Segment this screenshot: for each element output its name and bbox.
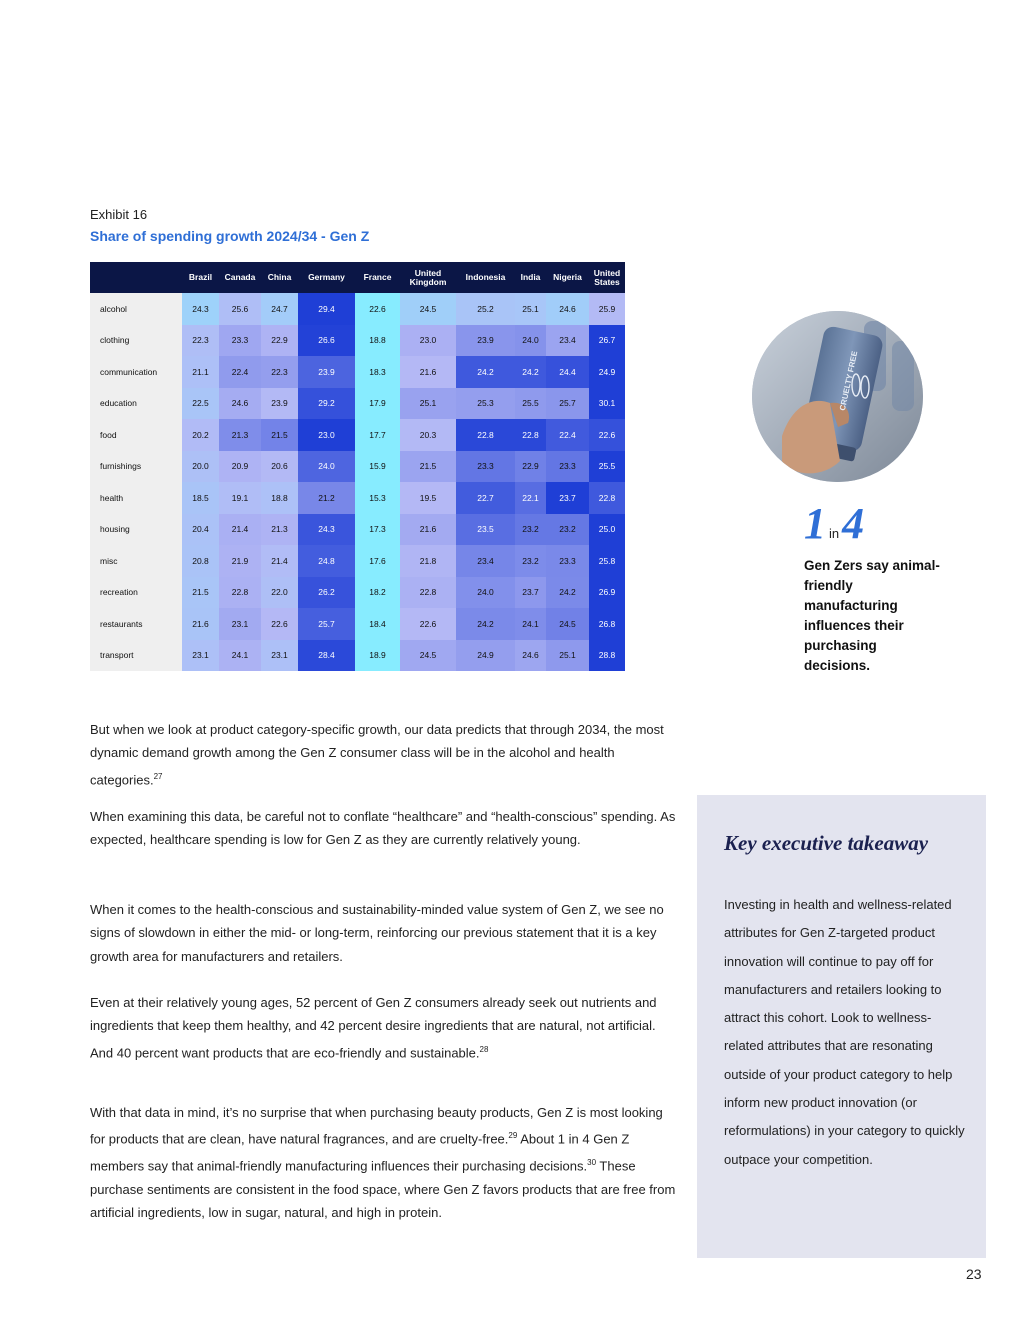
- heatmap-cell: 23.9: [456, 325, 515, 357]
- paragraph-1: [90, 718, 680, 791]
- heatmap-row-label: furnishings: [90, 451, 182, 483]
- exhibit-label: Exhibit 16: [90, 207, 148, 222]
- heatmap-row-label: housing: [90, 514, 182, 546]
- heatmap-cell: 24.2: [546, 577, 589, 609]
- heatmap-cell: 23.3: [546, 451, 589, 483]
- heatmap-cell: 22.1: [515, 482, 546, 514]
- footnote-28: 28: [479, 1044, 489, 1054]
- heatmap-cell: 23.3: [546, 545, 589, 577]
- heatmap-cell: 23.2: [546, 514, 589, 546]
- heatmap-row: [90, 545, 625, 577]
- heatmap-cell: 25.7: [546, 388, 589, 420]
- stat-description: Gen Zers say animal-friendly manufacturing influences their purchasing decisions.: [804, 558, 940, 673]
- heatmap-cell: 21.4: [219, 514, 261, 546]
- heatmap-cell: 22.5: [182, 388, 219, 420]
- heatmap-column-header: India: [515, 262, 546, 293]
- heatmap-cell: 24.1: [515, 608, 546, 640]
- heatmap-cell: 24.4: [546, 356, 589, 388]
- stat-connector: in: [829, 526, 840, 541]
- exhibit-title: Share of spending growth 2024/34 - Gen Z: [90, 228, 370, 244]
- heatmap-cell: 26.2: [298, 577, 355, 609]
- heatmap-cell: 21.5: [400, 451, 456, 483]
- heatmap-cell: 28.8: [589, 640, 625, 672]
- key-takeaway-box: [697, 795, 986, 1258]
- heatmap-cell: 15.3: [355, 482, 400, 514]
- heatmap-cell: 29.4: [298, 293, 355, 325]
- heatmap-cell: 21.8: [400, 545, 456, 577]
- heatmap-column-header: Canada: [219, 262, 261, 293]
- heatmap-cell: 21.4: [261, 545, 298, 577]
- heatmap-cell: 20.8: [182, 545, 219, 577]
- heatmap-cell: 23.9: [298, 356, 355, 388]
- heatmap-cell: 25.9: [589, 293, 625, 325]
- paragraph-5-text-c: These purchase sentiments are consistent in the food space, where Gen Z favors products that are free from artificial ingredients, low in sugar, natural, and high in protein.: [90, 1158, 676, 1220]
- heatmap-cell: 18.3: [355, 356, 400, 388]
- heatmap-cell: 19.1: [219, 482, 261, 514]
- heatmap-cell: 25.2: [456, 293, 515, 325]
- heatmap-cell: 23.1: [261, 640, 298, 672]
- heatmap-cell: 22.6: [261, 608, 298, 640]
- heatmap-cell: 24.6: [219, 388, 261, 420]
- heatmap-cell: 26.7: [589, 325, 625, 357]
- heatmap-cell: 22.7: [456, 482, 515, 514]
- heatmap-column-header: Germany: [298, 262, 355, 293]
- heatmap-cell: 24.0: [298, 451, 355, 483]
- heatmap-cell: 23.3: [219, 325, 261, 357]
- heatmap-cell: 22.4: [546, 419, 589, 451]
- heatmap-cell: 26.9: [589, 577, 625, 609]
- heatmap-cell: 21.9: [219, 545, 261, 577]
- heatmap-cell: 20.9: [219, 451, 261, 483]
- heatmap-row-label: communication: [90, 356, 182, 388]
- heatmap-cell: 25.7: [298, 608, 355, 640]
- heatmap-cell: 23.4: [456, 545, 515, 577]
- stat-number-b: 4: [842, 499, 865, 548]
- heatmap-cell: 23.4: [546, 325, 589, 357]
- heatmap-row-label: health: [90, 482, 182, 514]
- paragraph-3: When it comes to the health-conscious and sustainability-minded value system of Gen Z, we see no signs of slowdown in either the mid- or long-term, reinforcing our previous statement that it is a key growth area for manufacturers and retailers.: [90, 902, 664, 964]
- heatmap-column-header: Brazil: [182, 262, 219, 293]
- heatmap-cell: 25.6: [219, 293, 261, 325]
- heatmap-column-header: Nigeria: [546, 262, 589, 293]
- heatmap-cell: 24.5: [400, 293, 456, 325]
- heatmap-cell: 22.8: [400, 577, 456, 609]
- heatmap-row: [90, 325, 625, 357]
- heatmap-cell: 23.1: [219, 608, 261, 640]
- stat-one-in-four: [804, 498, 864, 549]
- heatmap-cell: 25.5: [589, 451, 625, 483]
- heatmap-cell: 22.9: [261, 325, 298, 357]
- heatmap-cell: 20.0: [182, 451, 219, 483]
- heatmap-column-header: Indonesia: [456, 262, 515, 293]
- footnote-30: 30: [587, 1157, 597, 1167]
- heatmap-cell: 21.3: [261, 514, 298, 546]
- heatmap-row-label: transport: [90, 640, 182, 672]
- heatmap-cell: 24.9: [456, 640, 515, 672]
- heatmap-cell: 21.5: [182, 577, 219, 609]
- heatmap-cell: 25.0: [589, 514, 625, 546]
- heatmap-cell: 24.3: [298, 514, 355, 546]
- paragraph-5: [90, 1101, 680, 1224]
- heatmap-column-header: United States: [589, 262, 625, 293]
- heatmap-corner-cell: [90, 262, 182, 293]
- heatmap-cell: 23.0: [400, 325, 456, 357]
- heatmap-row: [90, 608, 625, 640]
- heatmap-cell: 25.8: [589, 545, 625, 577]
- heatmap-cell: 18.8: [355, 325, 400, 357]
- heatmap-cell: 19.5: [400, 482, 456, 514]
- heatmap-cell: 23.7: [515, 577, 546, 609]
- heatmap-row-label: misc: [90, 545, 182, 577]
- heatmap-cell: 25.5: [515, 388, 546, 420]
- heatmap-cell: 23.7: [546, 482, 589, 514]
- heatmap-cell: 24.2: [456, 608, 515, 640]
- heatmap-cell: 30.1: [589, 388, 625, 420]
- heatmap-cell: 24.5: [546, 608, 589, 640]
- heatmap-cell: 23.9: [261, 388, 298, 420]
- heatmap-cell: 24.1: [219, 640, 261, 672]
- heatmap-column-header: China: [261, 262, 298, 293]
- heatmap-row-label: restaurants: [90, 608, 182, 640]
- heatmap-cell: 17.6: [355, 545, 400, 577]
- heatmap-cell: 20.6: [261, 451, 298, 483]
- heatmap-cell: 21.6: [400, 356, 456, 388]
- heatmap-cell: 25.1: [546, 640, 589, 672]
- heatmap-cell: 24.7: [261, 293, 298, 325]
- heatmap-row-label: education: [90, 388, 182, 420]
- heatmap-cell: 20.4: [182, 514, 219, 546]
- heatmap-cell: 24.3: [182, 293, 219, 325]
- heatmap-cell: 23.2: [515, 514, 546, 546]
- heatmap-cell: 21.3: [219, 419, 261, 451]
- heatmap-cell: 21.1: [182, 356, 219, 388]
- stat-number-a: 1: [804, 499, 826, 548]
- heatmap-row: [90, 293, 625, 325]
- paragraph-4: [90, 991, 680, 1064]
- heatmap-cell: 18.9: [355, 640, 400, 672]
- heatmap-cell: 23.3: [456, 451, 515, 483]
- footnote-29: 29: [508, 1131, 518, 1141]
- heatmap-cell: 18.4: [355, 608, 400, 640]
- heatmap-cell: 22.6: [400, 608, 456, 640]
- heatmap-cell: 28.4: [298, 640, 355, 672]
- heatmap-cell: 25.1: [515, 293, 546, 325]
- heatmap-row: [90, 419, 625, 451]
- paragraph-5-text-a: With that data in mind, it’s no surprise that when purchasing beauty products, Gen Z is most looking for products that are clean, have natural fragrances, and are cruelty-free.: [90, 1105, 663, 1147]
- heatmap-row-label: food: [90, 419, 182, 451]
- heatmap-cell: 21.5: [261, 419, 298, 451]
- heatmap-cell: 24.0: [456, 577, 515, 609]
- heatmap-cell: 26.8: [589, 608, 625, 640]
- heatmap-column-header: France: [355, 262, 400, 293]
- heatmap-row: [90, 451, 625, 483]
- heatmap-cell: 23.0: [298, 419, 355, 451]
- heatmap-cell: 24.2: [456, 356, 515, 388]
- heatmap-cell: 22.8: [456, 419, 515, 451]
- heatmap-cell: 20.3: [400, 419, 456, 451]
- heatmap-cell: 15.9: [355, 451, 400, 483]
- page-number: 23: [966, 1266, 982, 1282]
- takeaway-body: Investing in health and wellness-related attributes for Gen Z-targeted product innovation will continue to pay off for manufacturers and retailers looking to attract this cohort. Look to wellness-related attributes that are resonating outside of your product category to help inform new product innovation (or reformulations) in your category to quickly outpace your competition.: [724, 897, 965, 1167]
- heatmap-cell: 24.2: [515, 356, 546, 388]
- heatmap-cell: 17.9: [355, 388, 400, 420]
- heatmap-cell: 20.2: [182, 419, 219, 451]
- heatmap-header-row: [90, 262, 625, 293]
- heatmap-cell: 22.8: [515, 419, 546, 451]
- heatmap-cell: 22.8: [589, 482, 625, 514]
- heatmap-cell: 25.1: [400, 388, 456, 420]
- heatmap-row-label: recreation: [90, 577, 182, 609]
- heatmap-cell: 24.5: [400, 640, 456, 672]
- paragraph-2: When examining this data, be careful not to conflate “healthcare” and “health-conscious” spending. As expected, healthcare spending is low for Gen Z as they are currently relatively young.: [90, 809, 676, 848]
- heatmap-cell: 22.6: [589, 419, 625, 451]
- heatmap-cell: 29.2: [298, 388, 355, 420]
- takeaway-heading: Key executive takeaway: [724, 831, 929, 855]
- heatmap-cell: 21.2: [298, 482, 355, 514]
- paragraph-4-text: Even at their relatively young ages, 52 percent of Gen Z consumers already seek out nutrients and ingredients that keep them healthy, and 42 percent desire ingredients that are natural, not artificial. And 40 percent want products that are eco-friendly and sustainable.: [90, 995, 657, 1060]
- heatmap-cell: 22.6: [355, 293, 400, 325]
- heatmap-row: [90, 640, 625, 672]
- spending-growth-heatmap: [90, 262, 625, 671]
- heatmap-cell: 22.3: [261, 356, 298, 388]
- heatmap-row: [90, 577, 625, 609]
- paragraph-5-text-b: About 1 in 4 Gen Z members say that animal-friendly manufacturing influences their purchasing decisions.: [90, 1131, 630, 1174]
- heatmap-row: [90, 482, 625, 514]
- heatmap-cell: 22.4: [219, 356, 261, 388]
- heatmap-cell: 22.8: [219, 577, 261, 609]
- heatmap-row: [90, 388, 625, 420]
- cruelty-free-product-photo: [752, 311, 923, 482]
- heatmap-cell: 22.0: [261, 577, 298, 609]
- heatmap-row: [90, 514, 625, 546]
- heatmap-cell: 23.1: [182, 640, 219, 672]
- heatmap-row: [90, 356, 625, 388]
- heatmap-cell: 25.3: [456, 388, 515, 420]
- heatmap-cell: 24.0: [515, 325, 546, 357]
- heatmap-cell: 23.2: [515, 545, 546, 577]
- heatmap-cell: 24.6: [546, 293, 589, 325]
- heatmap-cell: 21.6: [182, 608, 219, 640]
- heatmap-cell: 24.9: [589, 356, 625, 388]
- heatmap-cell: 22.3: [182, 325, 219, 357]
- heatmap-cell: 18.5: [182, 482, 219, 514]
- heatmap-cell: 26.6: [298, 325, 355, 357]
- heatmap-column-header: United Kingdom: [400, 262, 456, 293]
- footnote-27: 27: [153, 771, 163, 781]
- heatmap-cell: 24.6: [515, 640, 546, 672]
- heatmap-cell: 22.9: [515, 451, 546, 483]
- heatmap-cell: 17.7: [355, 419, 400, 451]
- heatmap-row-label: clothing: [90, 325, 182, 357]
- heatmap-row-label: alcohol: [90, 293, 182, 325]
- paragraph-1-text: But when we look at product category-specific growth, our data predicts that through 2034, the most dynamic demand growth among the Gen Z consumer class will be in the alcohol and health categories.: [90, 722, 664, 787]
- photo-label: CRUELTY FREE: [837, 350, 860, 412]
- heatmap-cell: 24.8: [298, 545, 355, 577]
- heatmap-cell: 18.2: [355, 577, 400, 609]
- heatmap-cell: 18.8: [261, 482, 298, 514]
- heatmap-cell: 23.5: [456, 514, 515, 546]
- heatmap-cell: 17.3: [355, 514, 400, 546]
- heatmap-cell: 21.6: [400, 514, 456, 546]
